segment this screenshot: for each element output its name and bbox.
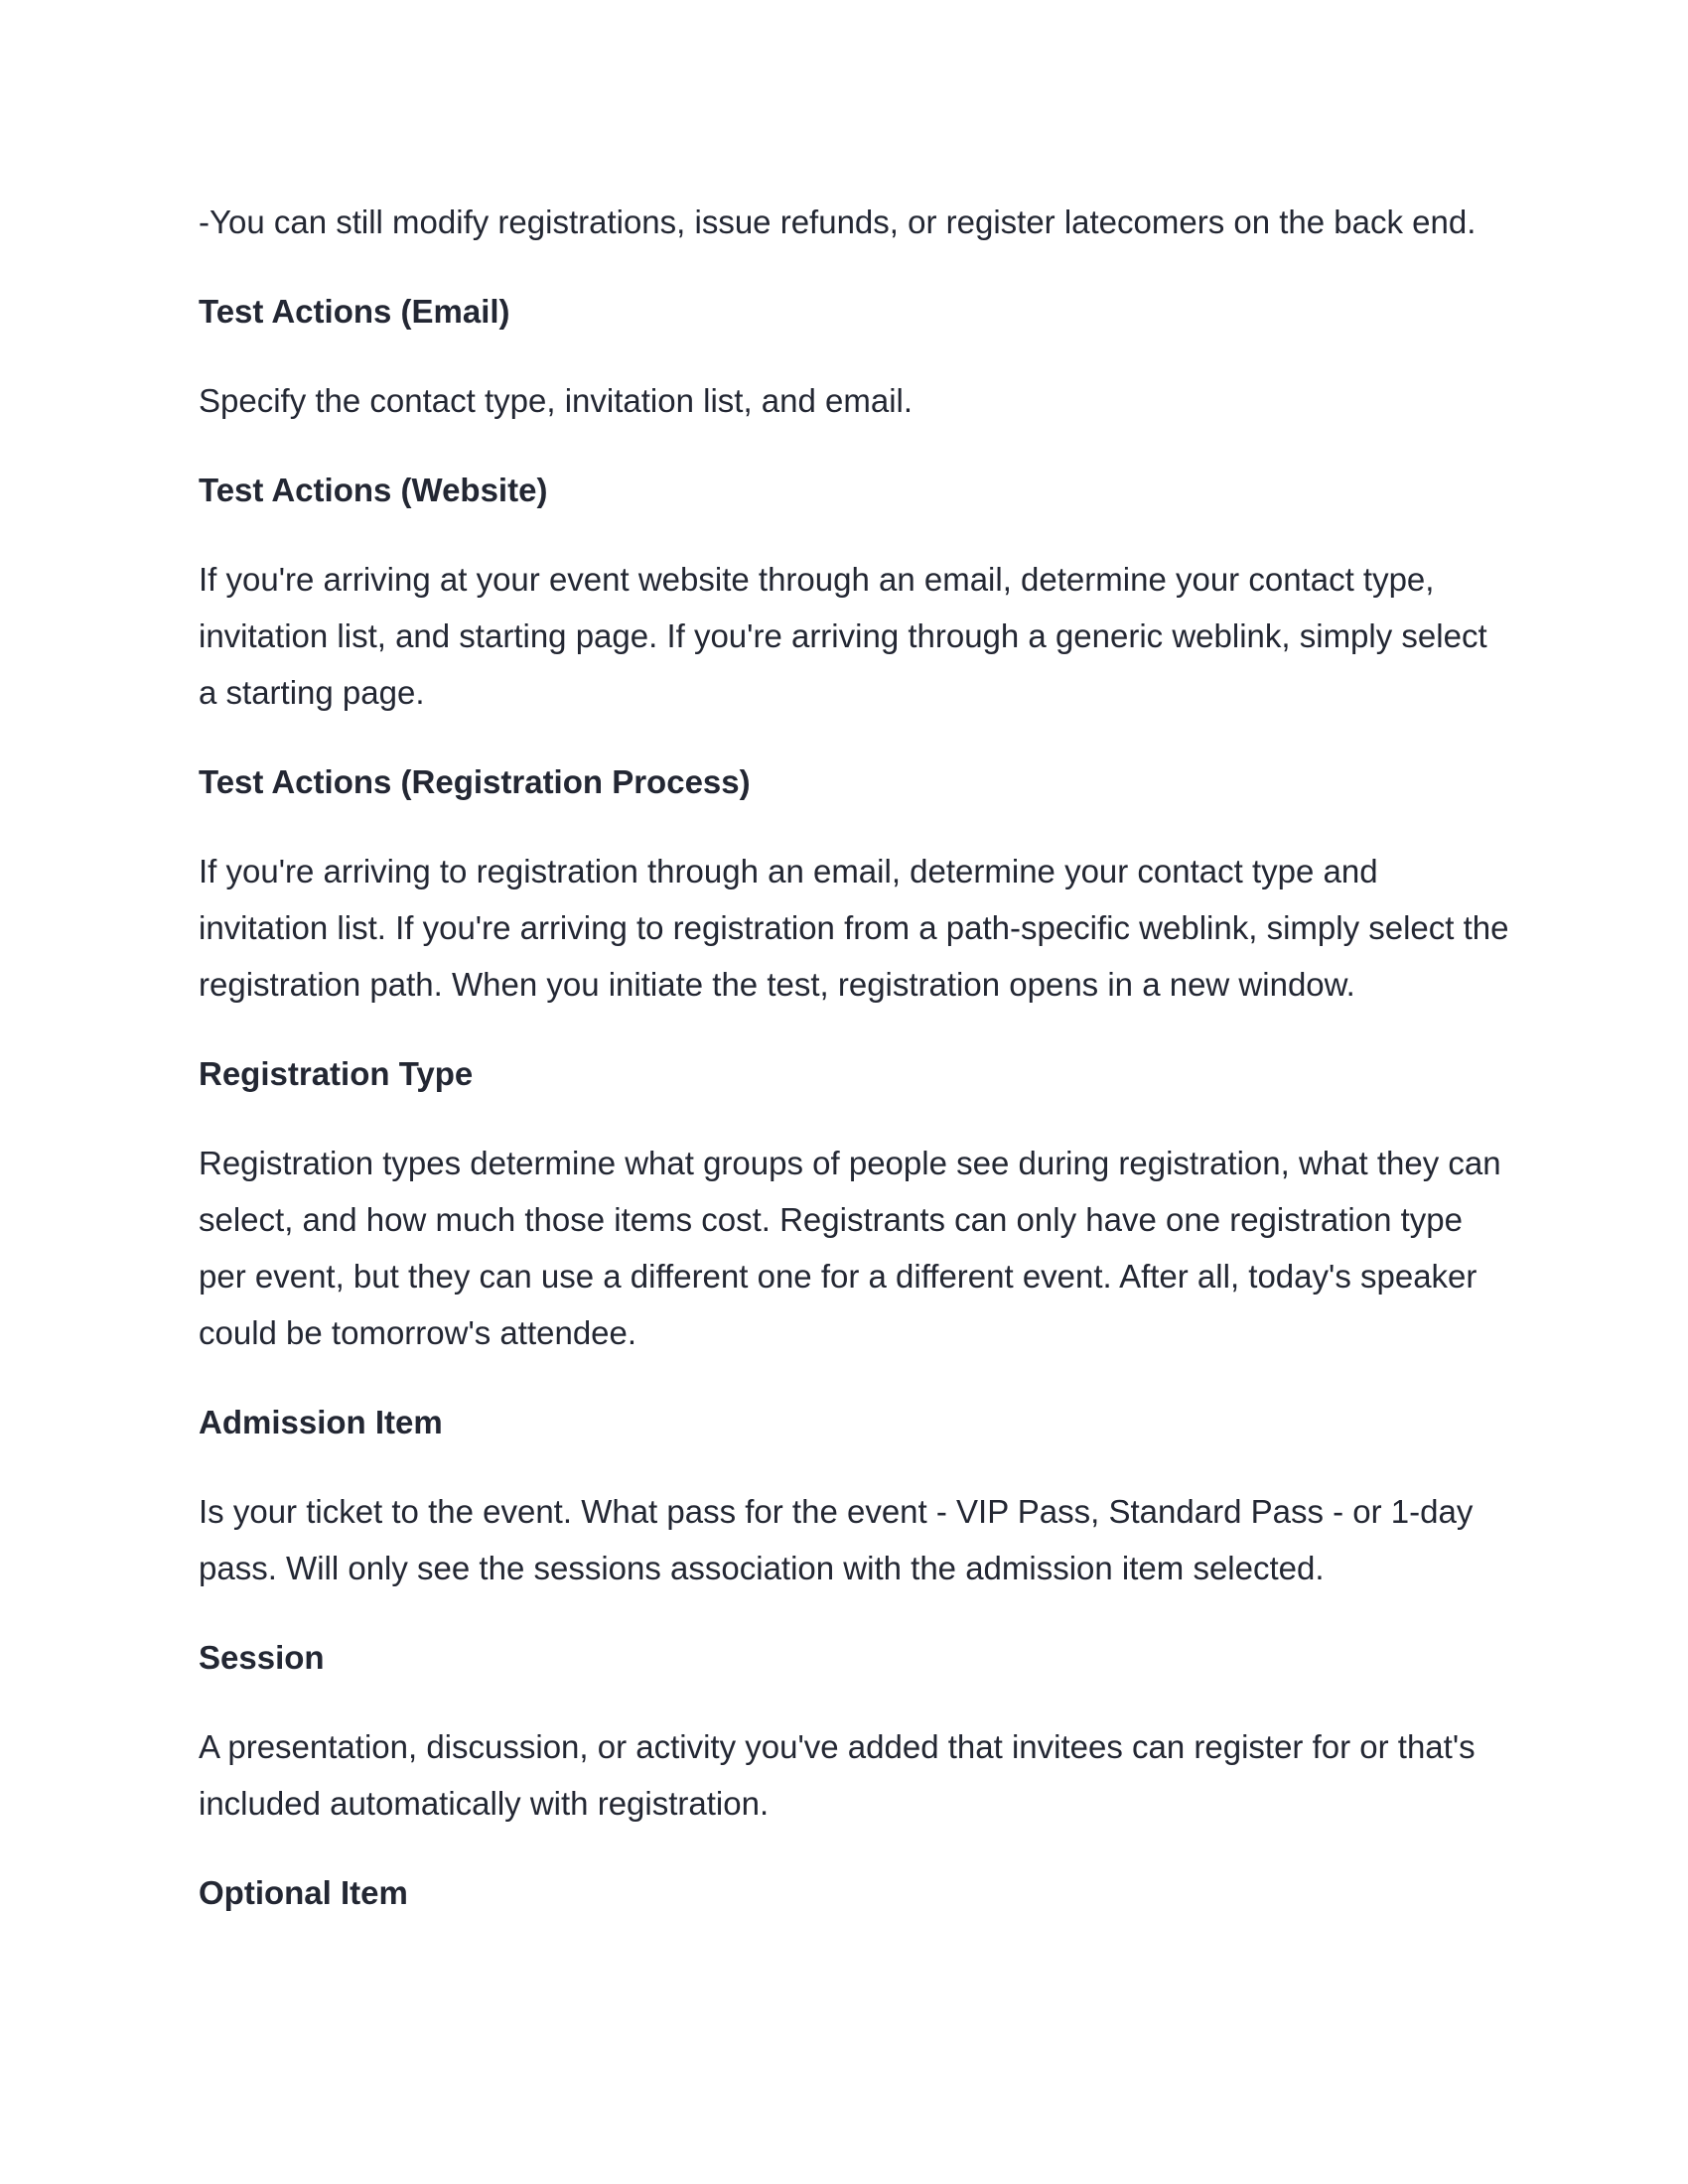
document-page — [199, 194, 1509, 1954]
paragraph-test-actions-website: If you're arriving at your event website through an email, determine your contact type, invitation list, and starting page. If you're arriving through a generic weblink, simply select a starting page. — [199, 561, 1487, 711]
heading-test-actions-email: Test Actions (Email) — [199, 293, 510, 330]
paragraph-session: A presentation, discussion, or activity you've added that invitees can register for or that's included automatically with registration. — [199, 1728, 1476, 1822]
paragraph-test-actions-email: Specify the contact type, invitation list, and email. — [199, 382, 914, 419]
intro-paragraph: -You can still modify registrations, issue refunds, or register latecomers on the back end. — [199, 204, 1477, 240]
heading-registration-type: Registration Type — [199, 1055, 474, 1092]
paragraph-admission-item: Is your ticket to the event. What pass for the event - VIP Pass, Standard Pass - or 1-day pass. Will only see the sessions association with the admission item selected. — [199, 1493, 1474, 1586]
heading-optional-item: Optional Item — [199, 1874, 408, 1911]
paragraph-registration-type: Registration types determine what groups of people see during registration, what they can select, and how much those items cost. Registrants can only have one registration type per event, but they can use a different one for a different event. After all, today's speaker could be tomorrow's attendee. — [199, 1145, 1501, 1351]
heading-admission-item: Admission Item — [199, 1404, 443, 1440]
heading-test-actions-website: Test Actions (Website) — [199, 472, 548, 508]
paragraph-test-actions-registration-process: If you're arriving to registration through an email, determine your contact type and invitation list. If you're arriving to registration from a path-specific weblink, simply select the registration path. When you initiate the test, registration opens in a new window. — [199, 853, 1509, 1003]
heading-session: Session — [199, 1639, 325, 1676]
heading-test-actions-registration-process: Test Actions (Registration Process) — [199, 763, 751, 800]
